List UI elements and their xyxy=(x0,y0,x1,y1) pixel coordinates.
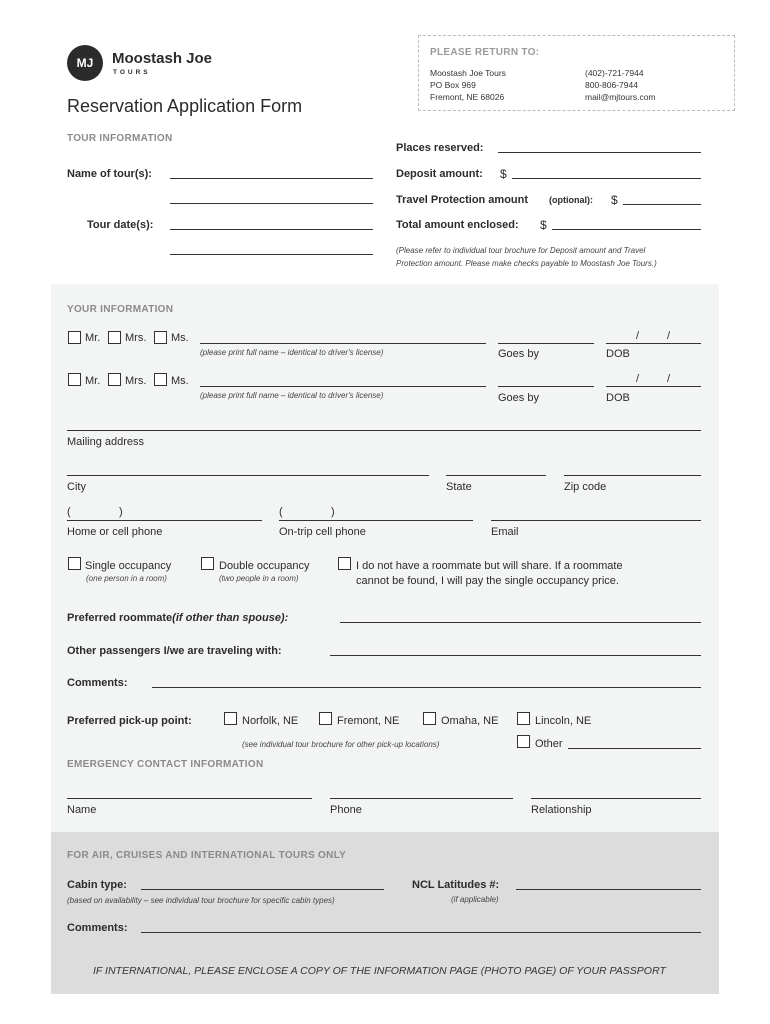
share-label-2: cannot be found, I will pay the single occupancy price. xyxy=(356,575,619,587)
total-field[interactable] xyxy=(552,229,701,230)
full-name-field-1[interactable] xyxy=(200,343,486,344)
logo xyxy=(67,45,227,85)
fremont-label: Fremont, NE xyxy=(337,715,400,727)
dob-slash-2a: / xyxy=(636,373,640,385)
travel-field[interactable] xyxy=(623,204,701,205)
mr-checkbox-1[interactable] xyxy=(68,331,81,344)
dob-slash-1a: / xyxy=(636,330,640,342)
trip-phone-field[interactable] xyxy=(279,520,473,521)
logo-mark-icon: MJ xyxy=(67,45,103,81)
your-info-panel xyxy=(51,284,719,832)
deposit-field[interactable] xyxy=(512,178,701,179)
international-note: IF INTERNATIONAL, PLEASE ENCLOSE A COPY OF THE INFORMATION PAGE (PHOTO PAGE) OF YOUR PASSPORT xyxy=(93,965,666,977)
home-phone-field[interactable] xyxy=(67,520,262,521)
other-pickup-checkbox[interactable] xyxy=(517,735,530,748)
roommate-label-text: Preferred roommate xyxy=(67,612,173,624)
dob-label-1: DOB xyxy=(606,348,630,360)
tour-name-label: Name of tour(s): xyxy=(67,168,152,180)
trip-phone-label: On-trip cell phone xyxy=(279,526,366,538)
zip-label: Zip code xyxy=(564,481,607,493)
deposit-dollar: $ xyxy=(500,167,507,181)
emergency-relationship-label: Relationship xyxy=(531,804,592,816)
return-phone1: (402)-721-7944 xyxy=(585,68,644,78)
double-occupancy-checkbox[interactable] xyxy=(201,557,214,570)
mailing-address-field[interactable] xyxy=(67,430,701,431)
emergency-name-field[interactable] xyxy=(67,798,312,799)
double-occupancy-label: Double occupancy xyxy=(219,560,310,572)
cabin-field[interactable] xyxy=(141,889,384,890)
omaha-label: Omaha, NE xyxy=(441,715,499,727)
places-field[interactable] xyxy=(498,152,701,153)
tour-note-2: Protection amount. Please make checks payable to Moostash Joe Tours.) xyxy=(396,259,657,268)
emergency-relationship-field[interactable] xyxy=(531,798,701,799)
lincoln-checkbox[interactable] xyxy=(517,712,530,725)
dob-slash-1b: / xyxy=(667,330,671,342)
travel-dollar: $ xyxy=(611,193,618,207)
return-email: mail@mjtours.com xyxy=(585,92,656,102)
single-occupancy-checkbox[interactable] xyxy=(68,557,81,570)
return-phone2: 800-806-7944 xyxy=(585,80,638,90)
city-label: City xyxy=(67,481,86,493)
double-occupancy-note: (two people in a room) xyxy=(219,574,299,583)
omaha-checkbox[interactable] xyxy=(423,712,436,725)
goes-by-field-2[interactable] xyxy=(498,386,594,387)
home-phone-paren-open: ( xyxy=(67,506,71,518)
return-heading: PLEASE RETURN TO: xyxy=(430,47,540,58)
mr-label-1: Mr. xyxy=(85,332,101,344)
other-pickup-field[interactable] xyxy=(568,748,701,749)
return-addr1: Moostash Joe Tours xyxy=(430,68,506,78)
ms-label-2: Ms. xyxy=(171,375,189,387)
tour-date-field[interactable] xyxy=(170,229,373,230)
share-checkbox[interactable] xyxy=(338,557,351,570)
pickup-label: Preferred pick-up point: xyxy=(67,715,192,727)
ms-checkbox-1[interactable] xyxy=(154,331,167,344)
air-comments-field[interactable] xyxy=(141,932,701,933)
state-field[interactable] xyxy=(446,475,546,476)
dob-slash-2b: / xyxy=(667,373,671,385)
ms-label-1: Ms. xyxy=(171,332,189,344)
norfolk-label: Norfolk, NE xyxy=(242,715,299,727)
print-note-1: (please print full name – identical to driver's license) xyxy=(200,348,384,357)
home-phone-paren-close: ) xyxy=(119,506,123,518)
other-passengers-field[interactable] xyxy=(330,655,701,656)
ncl-label: NCL Latitudes #: xyxy=(412,879,500,891)
mr-checkbox-2[interactable] xyxy=(68,373,81,386)
fremont-checkbox[interactable] xyxy=(319,712,332,725)
single-occupancy-note: (one person in a room) xyxy=(86,574,167,583)
roommate-field[interactable] xyxy=(340,622,701,623)
travel-label: Travel Protection amount xyxy=(396,194,529,206)
single-occupancy-label: Single occupancy xyxy=(85,560,172,572)
return-addr3: Fremont, NE 68026 xyxy=(430,92,505,102)
state-label: State xyxy=(446,481,472,493)
dob-field-2[interactable] xyxy=(606,386,701,387)
total-dollar: $ xyxy=(540,218,547,232)
goes-by-label-1: Goes by xyxy=(498,348,539,360)
full-name-field-2[interactable] xyxy=(200,386,486,387)
places-label: Places reserved: xyxy=(396,142,484,154)
cabin-label: Cabin type: xyxy=(67,879,127,891)
zip-field[interactable] xyxy=(564,475,701,476)
mrs-label-2: Mrs. xyxy=(125,375,147,387)
tour-name-field[interactable] xyxy=(170,178,373,179)
dob-field-1[interactable] xyxy=(606,343,701,344)
mrs-label-1: Mrs. xyxy=(125,332,147,344)
roommate-label-italic: (if other than spouse): xyxy=(172,612,289,624)
trip-phone-paren-open: ( xyxy=(279,506,283,518)
tour-note-1: (Please refer to individual tour brochure for Deposit amount and Travel xyxy=(396,246,646,255)
city-field[interactable] xyxy=(67,475,429,476)
air-comments-label: Comments: xyxy=(67,922,128,934)
comments-field[interactable] xyxy=(152,687,701,688)
dob-label-2: DOB xyxy=(606,392,630,404)
travel-optional: (optional): xyxy=(549,195,593,205)
total-label: Total amount enclosed: xyxy=(396,219,519,231)
lincoln-label: Lincoln, NE xyxy=(535,715,592,727)
print-note-2: (please print full name – identical to driver's license) xyxy=(200,391,384,400)
goes-by-label-2: Goes by xyxy=(498,392,539,404)
emergency-phone-label: Phone xyxy=(330,804,362,816)
ms-checkbox-2[interactable] xyxy=(154,373,167,386)
emergency-heading: EMERGENCY CONTACT INFORMATION xyxy=(67,759,264,770)
page-title: Reservation Application Form xyxy=(67,96,303,116)
emergency-name-label: Name xyxy=(67,804,97,816)
roommate-label xyxy=(67,612,288,624)
mrs-checkbox-1[interactable] xyxy=(108,331,121,344)
mrs-checkbox-2[interactable] xyxy=(108,373,121,386)
mr-label-2: Mr. xyxy=(85,375,101,387)
tour-heading: TOUR INFORMATION xyxy=(67,133,173,144)
cabin-note: (based on availability – see individual tour brochure for specific cabin types) xyxy=(67,896,335,905)
share-label-1: I do not have a roommate but will share. If a roommate xyxy=(356,560,623,572)
logo-sub: TOURS xyxy=(113,69,151,76)
goes-by-field-1[interactable] xyxy=(498,343,594,344)
return-addr2: PO Box 969 xyxy=(430,80,476,90)
air-heading: FOR AIR, CRUISES AND INTERNATIONAL TOURS ONLY xyxy=(67,850,347,861)
your-heading: YOUR INFORMATION xyxy=(67,304,174,315)
tour-name-field-2[interactable] xyxy=(170,203,373,204)
trip-phone-paren-close: ) xyxy=(331,506,335,518)
tour-date-field-2[interactable] xyxy=(170,254,373,255)
emergency-phone-field[interactable] xyxy=(330,798,513,799)
tour-date-label: Tour date(s): xyxy=(87,219,154,231)
email-field[interactable] xyxy=(491,520,701,521)
norfolk-checkbox[interactable] xyxy=(224,712,237,725)
home-phone-label: Home or cell phone xyxy=(67,526,163,538)
logo-name: Moostash Joe xyxy=(112,50,213,67)
email-label: Email xyxy=(491,526,519,538)
other-pickup-label: Other xyxy=(535,738,563,750)
comments-label: Comments: xyxy=(67,677,128,689)
mailing-address-label: Mailing address xyxy=(67,436,145,448)
ncl-field[interactable] xyxy=(516,889,701,890)
pickup-note: (see individual tour brochure for other pick-up locations) xyxy=(242,740,440,749)
deposit-label: Deposit amount: xyxy=(396,168,483,180)
other-passengers-label: Other passengers I/we are traveling with: xyxy=(67,645,282,657)
ncl-note: (if applicable) xyxy=(451,895,499,904)
